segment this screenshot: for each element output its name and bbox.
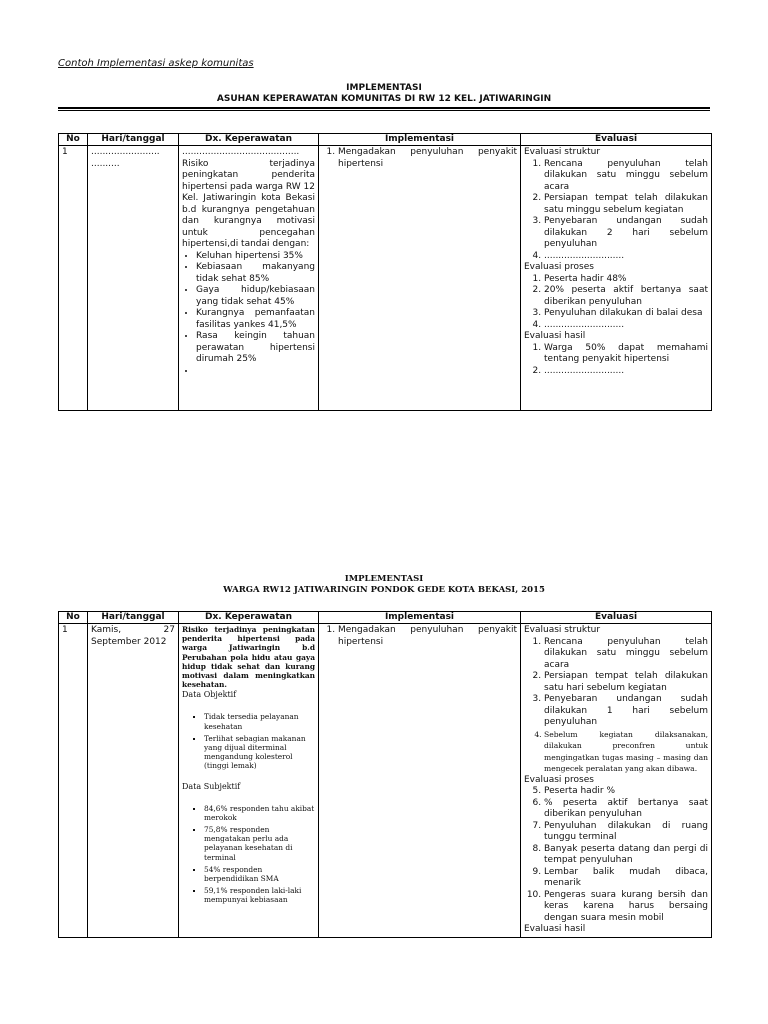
section1-rule (58, 107, 710, 109)
list-item: 1. Rencana penyuluhan telah dilakukan satu minggu sebelum acara (544, 159, 708, 194)
header-date: Hari/tanggal (88, 612, 179, 624)
date-line2: September 2012 (91, 636, 167, 647)
cell-no: 1 (59, 146, 88, 411)
eval-proses-list (526, 786, 708, 924)
section2-title-line2: WARGA RW12 JATIWARINGIN PONDOK GEDE KOTA BEKASI, 2015 (223, 585, 545, 595)
objektif-label: Data Objektif (182, 690, 237, 700)
header-eval: Evaluasi (521, 134, 712, 146)
eval-hasil-label: Evaluasi hasil (524, 924, 586, 934)
list-item: 4. Sebelum kegiatan dilaksanakan, dilakukan preconfren untuk mengingatkan tugas masing – masing dan mengecek peralatan yang akan dibawa. (544, 729, 708, 775)
header-no: No (59, 134, 88, 146)
table-header-row (59, 612, 712, 624)
list-item: • Kebiasaan makanyang tidak sehat 85% (196, 262, 315, 285)
list-item: ▪ 54% responden berpendidikan SMA (204, 865, 315, 883)
section2-title-line1: IMPLEMENTASI (344, 574, 424, 584)
header-eval: Evaluasi (521, 612, 712, 624)
list-item: 3. Penyebaran undangan sudah dilakukan 1 hari sebelum penyuluhan (544, 694, 708, 729)
list-item: 7. Penyuluhan dilakukan di ruang tunggu terminal (544, 821, 708, 844)
section1-title-line2: ASUHAN KEPERAWATAN KOMUNITAS DI RW 12 KEL. JATIWARINGIN (216, 94, 552, 104)
date-line1 (91, 625, 175, 637)
date-line1: ........................ (91, 147, 160, 157)
list-item: 2. ............................ (544, 366, 708, 378)
header-dx: Dx. Keperawatan (179, 134, 319, 146)
list-item: 4. ............................ (544, 251, 708, 263)
intro-caption: Contoh Implementasi askep komunitas (58, 58, 254, 69)
list-item: ▪ 59,1% responden laki-laki mempunyai kebiasaan (204, 886, 315, 904)
list-item: 1. Warga 50% dapat memahami tentang penyakit hipertensi (544, 343, 708, 366)
list-item: 2. 20% peserta aktif bertanya saat diberikan penyuluhan (544, 285, 708, 308)
date-line2: .......... (91, 158, 120, 169)
cell-impl (319, 624, 521, 938)
date-word: Kamis, (91, 625, 122, 635)
subjektif-label: Data Subjektif (182, 781, 241, 791)
list-item: ▪ 75,8% responden mengatakan perlu ada pelayanan kesehatan di terminal (204, 825, 315, 862)
header-impl: Implementasi (319, 612, 521, 624)
cell-dx (179, 146, 319, 411)
impl-list (322, 625, 517, 648)
header-date: Hari/tanggal (88, 134, 179, 146)
eval-struktur-list (526, 159, 708, 263)
date-word: 27 (163, 625, 175, 635)
list-item: • Gaya hidup/kebiasaan yang tidak sehat 45% (196, 285, 315, 308)
eval-struktur-label: Evaluasi struktur (524, 625, 601, 635)
cell-impl (319, 146, 521, 411)
list-item: 4. ............................ (544, 320, 708, 332)
table-header-row (59, 134, 712, 146)
list-item: ▪ 84,6% responden tahu akibat merokok (204, 804, 315, 822)
section2-title (58, 574, 710, 596)
section1-title-line1: IMPLEMENTASI (346, 83, 422, 93)
header-dx: Dx. Keperawatan (179, 612, 319, 624)
section1-table (58, 133, 712, 411)
list-item: 8. Banyak peserta datang dan pergi di tempat penyuluhan (544, 844, 708, 867)
cell-eval (521, 624, 712, 938)
list-item: • Keluhan hipertensi 35% (196, 251, 315, 263)
cell-date (88, 146, 179, 411)
objektif-list (182, 712, 315, 770)
dx-text: Risiko terjadinya peningkatan penderita hipertensi pada warga RW 12 Kel. Jatiwaringin kota Bekasi b.d kurangnya pengetahuan dan kurangnya motivasi untuk pencegahan hipertensi,di tandai dengan: (182, 158, 315, 249)
list-item: 6. % peserta aktif bertanya saat diberikan penyuluhan (544, 798, 708, 821)
dx-text: Risiko terjadinya peningkatan penderita hipertensi pada warga Jatiwaringin b.d Perubahan pola hidu atau gaya hidup tidak sehat dan kurang motivasi dalam meningkatkan kesehatan. (182, 625, 315, 690)
list-item: 1. Mengadakan penyuluhan penyakit hipertensi (338, 625, 517, 648)
header-no: No (59, 612, 88, 624)
table-row (59, 624, 712, 938)
table-row (59, 146, 712, 411)
list-item: 3. Penyuluhan dilakukan di balai desa (544, 308, 708, 320)
eval-hasil-label: Evaluasi hasil (524, 331, 586, 341)
section1-rule-thin (58, 110, 710, 111)
subjektif-list (182, 804, 315, 905)
list-item: 9. Lembar balik mudah dibaca, menarik (544, 867, 708, 890)
list-item: 5. Peserta hadir % (544, 786, 708, 798)
eval-proses-label: Evaluasi proses (524, 774, 594, 785)
list-item: • Kurangnya pemanfaatan fasilitas yankes 41,5% (196, 308, 315, 331)
cell-eval (521, 146, 712, 411)
section2-table (58, 611, 712, 938)
dx-dots: ......................................... (182, 147, 300, 157)
cell-no: 1 (59, 624, 88, 938)
list-item: 3. Penyebaran undangan sudah dilakukan 2 hari sebelum penyuluhan (544, 216, 708, 251)
list-item (196, 366, 315, 378)
list-item: 2. Persiapan tempat telah dilakukan satu minggu sebelum kegiatan (544, 193, 708, 216)
list-item: ▪ Terlihat sebagian makanan yang dijual diterminal mengandung kolesterol (tinggi lemak) (204, 734, 315, 771)
list-item: 10. Pengeras suara kurang bersih dan keras karena harus bersaing dengan suara mesin mobil (544, 890, 708, 925)
list-item: 1. Mengadakan penyuluhan penyakit hipertensi (338, 147, 517, 170)
header-impl: Implementasi (319, 134, 521, 146)
impl-list (322, 147, 517, 170)
section1-title (58, 83, 710, 105)
list-item: 2. Persiapan tempat telah dilakukan satu hari sebelum kegiatan (544, 671, 708, 694)
eval-hasil-list (526, 343, 708, 378)
cell-date (88, 624, 179, 938)
eval-struktur-list (526, 637, 708, 775)
dx-bullets (182, 251, 315, 378)
list-item: • Rasa keingin tahuan perawatan hipertensi dirumah 25% (196, 331, 315, 366)
eval-proses-label: Evaluasi proses (524, 262, 594, 272)
eval-struktur-label: Evaluasi struktur (524, 147, 601, 157)
list-item: 1. Peserta hadir 48% (544, 274, 708, 286)
list-item: ▪ Tidak tersedia pelayanan kesehatan (204, 712, 315, 730)
cell-dx (179, 624, 319, 938)
eval-proses-list (526, 274, 708, 332)
list-item: 1. Rencana penyuluhan telah dilakukan satu minggu sebelum acara (544, 637, 708, 672)
